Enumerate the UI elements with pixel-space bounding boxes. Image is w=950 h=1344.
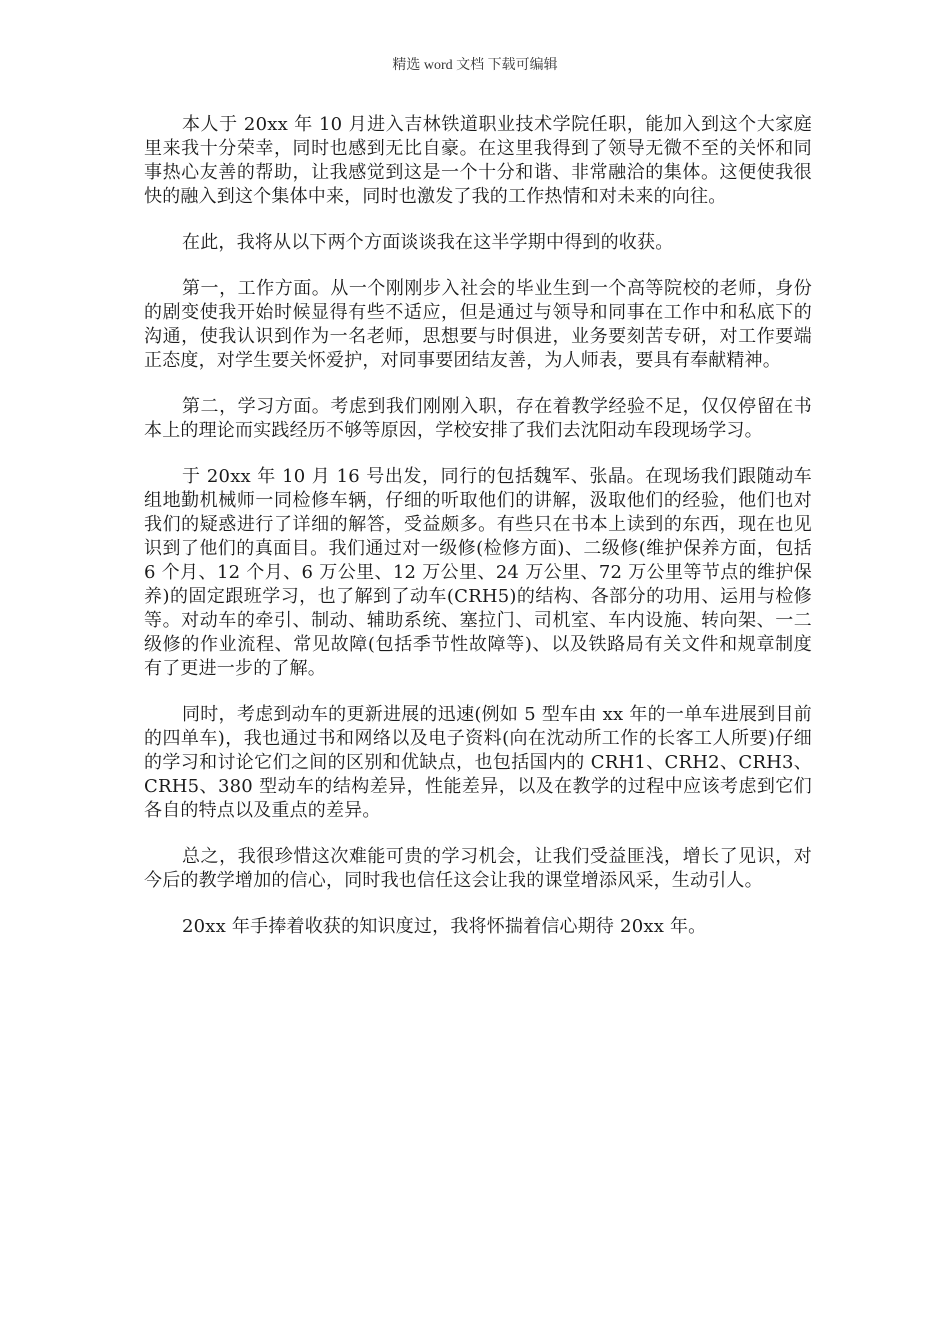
paragraph-self-study: 同时，考虑到动车的更新进展的迅速(例如 5 型车由 xx 年的一单车进展到目前的四单车)，我也通过书和网络以及电子资料(向在沈动所工作的长客工人所要)仔细的学习和讨论它们之间的区别和优缺点，也包括国内的 CRH1、CRH2、CRH3、CRH5、380 型动车的结构差异，性能差异，以及在教学的过程中应该考虑到它们各自的特点以及重点的差异。 <box>144 704 812 821</box>
document-body <box>144 113 812 961</box>
paragraph-overview: 在此，我将从以下两个方面谈谈我在这半学期中得到的收获。 <box>182 232 674 253</box>
paragraph-intro: 本人于 20xx 年 10 月进入吉林铁道职业技术学院任职，能加入到这个大家庭里来我十分荣幸，同时也感到无比自豪。在这里我得到了领导无微不至的关怀和同事热心友善的帮助，让我感觉到这是一个十分和谐、非常融洽的集体。这便使我很快的融入到这个集体中来，同时也激发了我的工作热情和对未来的向往。 <box>144 114 812 207</box>
paragraph-closing: 20xx 年手捧着收获的知识度过，我将怀揣着信心期待 20xx 年。 <box>182 916 707 937</box>
paragraph-summary: 总之，我很珍惜这次难能可贵的学习机会，让我们受益匪浅，增长了见识，对今后的教学增加的信心，同时我也信任这会让我的课堂增添风采，生动引人。 <box>144 846 812 891</box>
paragraph-field-practice: 于 20xx 年 10 月 16 号出发，同行的包括魏军、张晶。在现场我们跟随动车组地勤机械师一同检修车辆，仔细的听取他们的讲解，汲取他们的经验，他们也对我们的疑惑进行了详细的解答，受益颇多。有些只在书本上读到的东西，现在也见识到了他们的真面目。我们通过对一级修(检修方面)、二级修(维护保养方面，包括 6 个月、12 个月、6 万公里、12 万公里、24 万公里、72 万公里等节点的维护保养)的固定跟班学习，也了解到了动车(CRH5)的结构、各部分的功用、运用与检修等。对动车的牵引、制动、辅助系统、塞拉门、司机室、车内设施、转向架、一二级修的作业流程、常见故障(包括季节性故障等)、以及铁路局有关文件和规章制度有了更进一步的了解。 <box>144 466 812 679</box>
paragraph-work: 第一，工作方面。从一个刚刚步入社会的毕业生到一个高等院校的老师，身份的剧变使我开始时候显得有些不适应，但是通过与领导和同事在工作中和私底下的沟通，使我认识到作为一名老师，思想要与时俱进，业务要刻苦专研，对工作要端正态度，对学生要关怀爱护，对同事要团结友善，为人师表，要具有奉献精神。 <box>144 278 812 371</box>
paragraph-study: 第二，学习方面。考虑到我们刚刚入职，存在着教学经验不足，仅仅停留在书本上的理论而实践经历不够等原因，学校安排了我们去沈阳动车段现场学习。 <box>144 396 812 441</box>
page-header: 精选 word 文档 下载可编辑 <box>392 58 558 73</box>
